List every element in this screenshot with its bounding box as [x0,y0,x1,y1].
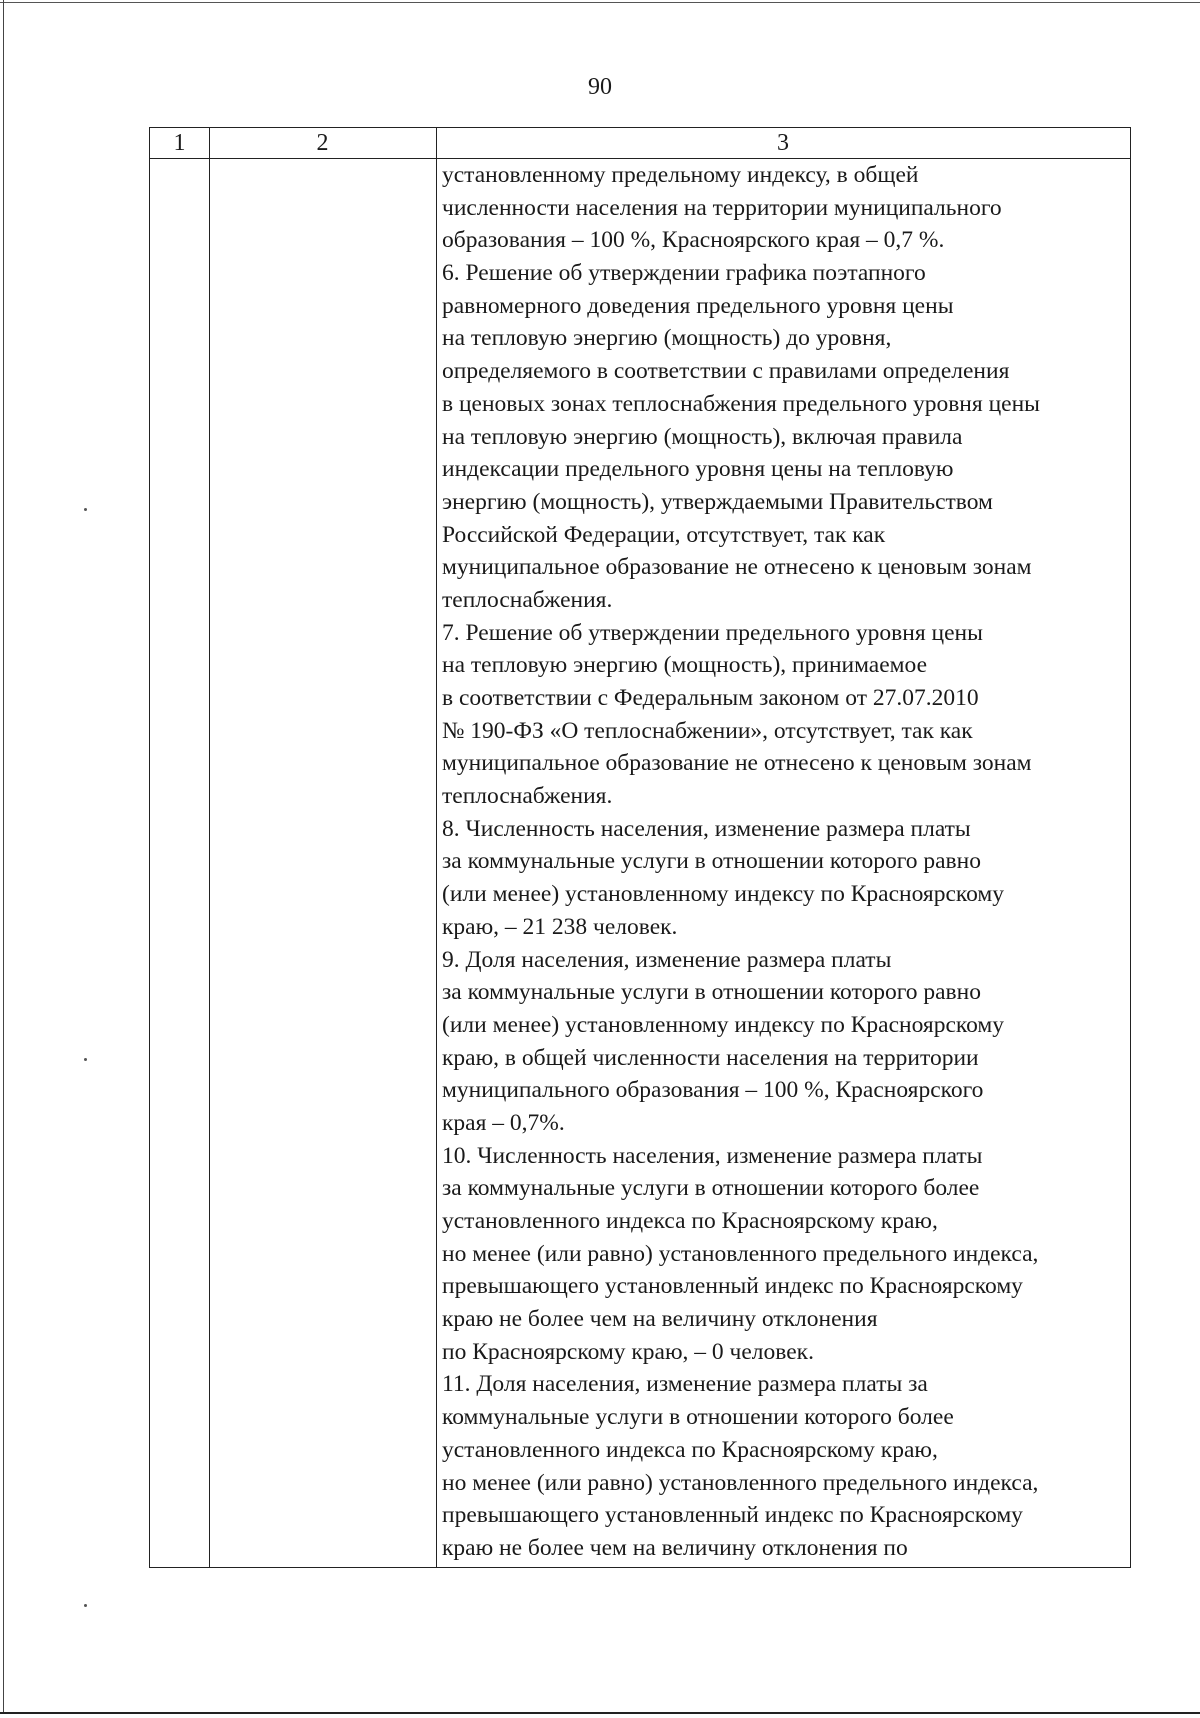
table-header-col-1: 1 [173,130,186,156]
text-line: краю, – 21 238 человек. [442,913,678,940]
text-line: № 190-ФЗ «О теплоснабжении», отсутствует, так как [442,717,973,744]
table-cell-column-3 [442,159,1128,1565]
text-line: за коммунальные услуги в отношении которого равно [442,979,981,1006]
text-line: теплоснабжения. [442,586,613,613]
text-line: муниципальное образование не отнесено к ценовым зонам [442,750,1032,777]
text-line: индексации предельного уровня цены на тепловую [442,456,954,483]
text-line: муниципального образования – 100 %, Красноярского [442,1077,984,1104]
text-line: установленного индекса по Красноярскому краю, [442,1208,938,1234]
text-line: краю, в общей численности населения на территории [442,1044,979,1071]
page-number: 90 [588,74,612,100]
text-line: равномерного доведения предельного уровня цены [442,292,954,319]
text-line: в ценовых зонах теплоснабжения предельного уровня цены [442,390,1040,417]
text-line: превышающего установленный индекс по Красноярскому [442,1502,1023,1529]
text-line: 8. Численность населения, изменение размера платы [442,815,971,842]
text-line: 11. Доля населения, изменение размера платы за [442,1371,928,1398]
scan-top-edge [0,2,1200,3]
text-line: но менее (или равно) установленного предельного индекса, [442,1240,1039,1267]
scan-left-edge [3,0,4,1712]
text-line: численности населения на территории муниципального [442,194,1002,221]
table-header-col-3: 3 [777,130,789,156]
text-line: образования – 100 %, Красноярского края – 0,7 %. [442,227,945,254]
text-line: установленного индекса по Красноярскому краю, [442,1436,938,1463]
text-line: определяемого в соответствии с правилами определения [442,358,1010,385]
table-column-divider-2 [436,128,437,1567]
scan-speck [84,508,87,511]
text-line: края – 0,7%. [442,1109,565,1136]
scan-bottom-edge [0,1712,1200,1714]
table-header-col-2: 2 [316,130,329,156]
text-line: теплоснабжения. [442,783,613,810]
document-table [149,127,1131,1568]
text-line: за коммунальные услуги в отношении которого равно [442,848,981,875]
scan-speck [84,1604,87,1607]
text-line: (или менее) установленному индексу по Красноярскому [442,1011,1005,1038]
text-line: установленному предельному индексу, в общей [442,162,919,188]
table-column-divider-1 [209,128,210,1567]
text-line: на тепловую энергию (мощность), принимаемое [442,652,928,679]
scan-speck [84,1058,87,1061]
text-line: 9. Доля населения, изменение размера платы [442,946,892,973]
text-line: краю не более чем на величину отклонения [442,1306,878,1333]
text-line: коммунальные услуги в отношении которого более [442,1404,954,1431]
text-line: 6. Решение об утверждении графика поэтапного [442,260,926,287]
text-line: Российской Федерации, отсутствует, так как [442,521,886,548]
text-line: 10. Численность населения, изменение размера платы [442,1142,983,1169]
text-line: по Красноярскому краю, – 0 человек. [442,1338,814,1365]
text-line: но менее (или равно) установленного предельного индекса, [442,1469,1039,1496]
text-line: энергию (мощность), утверждаемыми Правительством [442,488,993,515]
text-line: в соответствии с Федеральным законом от 27.07.2010 [442,685,979,711]
text-line: 7. Решение об утверждении предельного уровня цены [442,619,983,646]
text-line: превышающего установленный индекс по Красноярскому [442,1273,1023,1300]
text-line: муниципальное образование не отнесено к ценовым зонам [442,554,1032,581]
text-line: краю не более чем на величину отклонения по [442,1534,908,1561]
text-line: за коммунальные услуги в отношении которого более [442,1175,980,1202]
text-line: на тепловую энергию (мощность) до уровня, [442,325,892,352]
text-line: на тепловую энергию (мощность), включая правила [442,423,963,450]
text-line: (или менее) установленному индексу по Красноярскому [442,881,1005,908]
